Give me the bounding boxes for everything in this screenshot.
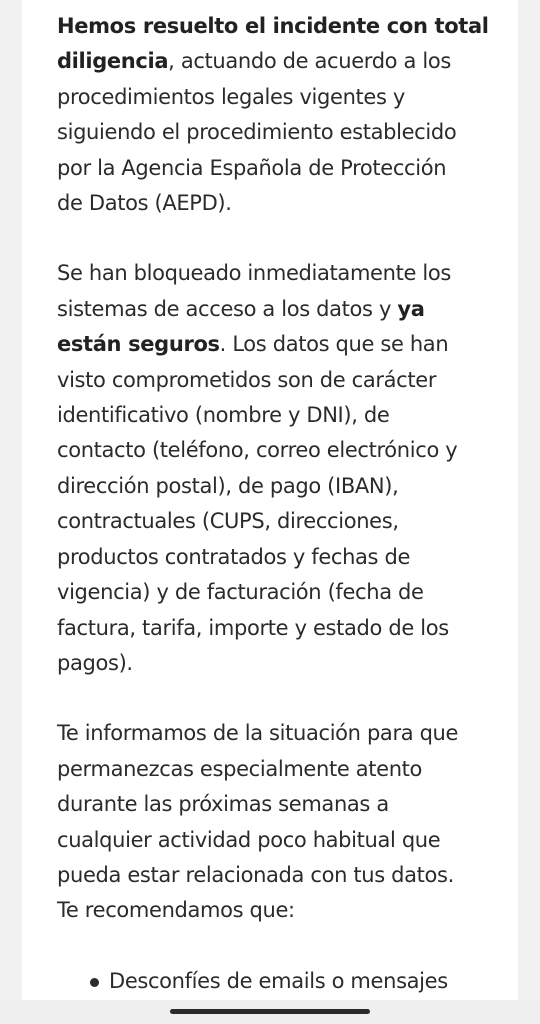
text-line: dirección postal), de pago (IBAN), bbox=[57, 473, 399, 498]
text-line: . Los datos que se han bbox=[219, 332, 449, 357]
text-line: pagos). bbox=[57, 650, 133, 675]
bold-text: están seguros bbox=[57, 332, 220, 357]
paragraph-recommendation-intro bbox=[57, 716, 507, 928]
text-line: sistemas de acceso a los datos y bbox=[57, 296, 398, 321]
text-line: permanezcas especialmente atento bbox=[57, 756, 423, 781]
text-line: visto comprometidos son de carácter bbox=[57, 367, 437, 392]
text-line: factura, tarifa, importe y estado de los bbox=[57, 615, 449, 640]
recommendation-list bbox=[57, 964, 507, 999]
text-line: cualquier actividad poco habitual que bbox=[57, 827, 441, 852]
text-line: identificativo (nombre y DNI), de bbox=[57, 403, 390, 428]
list-item bbox=[54, 964, 507, 999]
navigation-bar bbox=[0, 1000, 540, 1024]
text-line: siguiendo el procedimiento establecido bbox=[57, 120, 457, 145]
text-line: durante las próximas semanas a bbox=[57, 792, 389, 817]
text-line: productos contratados y fechas de bbox=[57, 544, 411, 569]
list-item-text: Desconfíes de emails o mensajes bbox=[109, 968, 448, 993]
text-line: de Datos (AEPD). bbox=[57, 191, 232, 216]
text-line: Te recomendamos que: bbox=[57, 898, 295, 923]
text-line: pueda estar relacionada con tus datos. bbox=[57, 862, 454, 887]
email-content bbox=[57, 9, 507, 999]
text-line: contractuales (CUPS, direcciones, bbox=[57, 509, 399, 534]
text-line: procedimientos legales vigentes y bbox=[57, 84, 405, 109]
text-line: vigencia) y de facturación (fecha de bbox=[57, 580, 424, 605]
text-line: por la Agencia Española de Protección bbox=[57, 155, 447, 180]
bold-lead-text-2: diligencia bbox=[57, 49, 169, 74]
text-line: , actuando de acuerdo a los bbox=[168, 49, 451, 74]
bold-lead-text: Hemos resuelto el incidente con total bbox=[57, 14, 489, 38]
text-line: Te informamos de la situación para que bbox=[57, 721, 459, 746]
paragraph-incident-resolved bbox=[57, 9, 507, 221]
text-line: contacto (teléfono, correo electrónico y bbox=[57, 438, 458, 463]
bullet-icon bbox=[90, 978, 99, 987]
paragraph-data-blocked bbox=[57, 256, 507, 681]
text-line: Se han bloqueado inmediatamente los bbox=[57, 261, 451, 286]
bold-text: ya bbox=[397, 296, 425, 321]
home-indicator[interactable] bbox=[170, 1009, 370, 1014]
